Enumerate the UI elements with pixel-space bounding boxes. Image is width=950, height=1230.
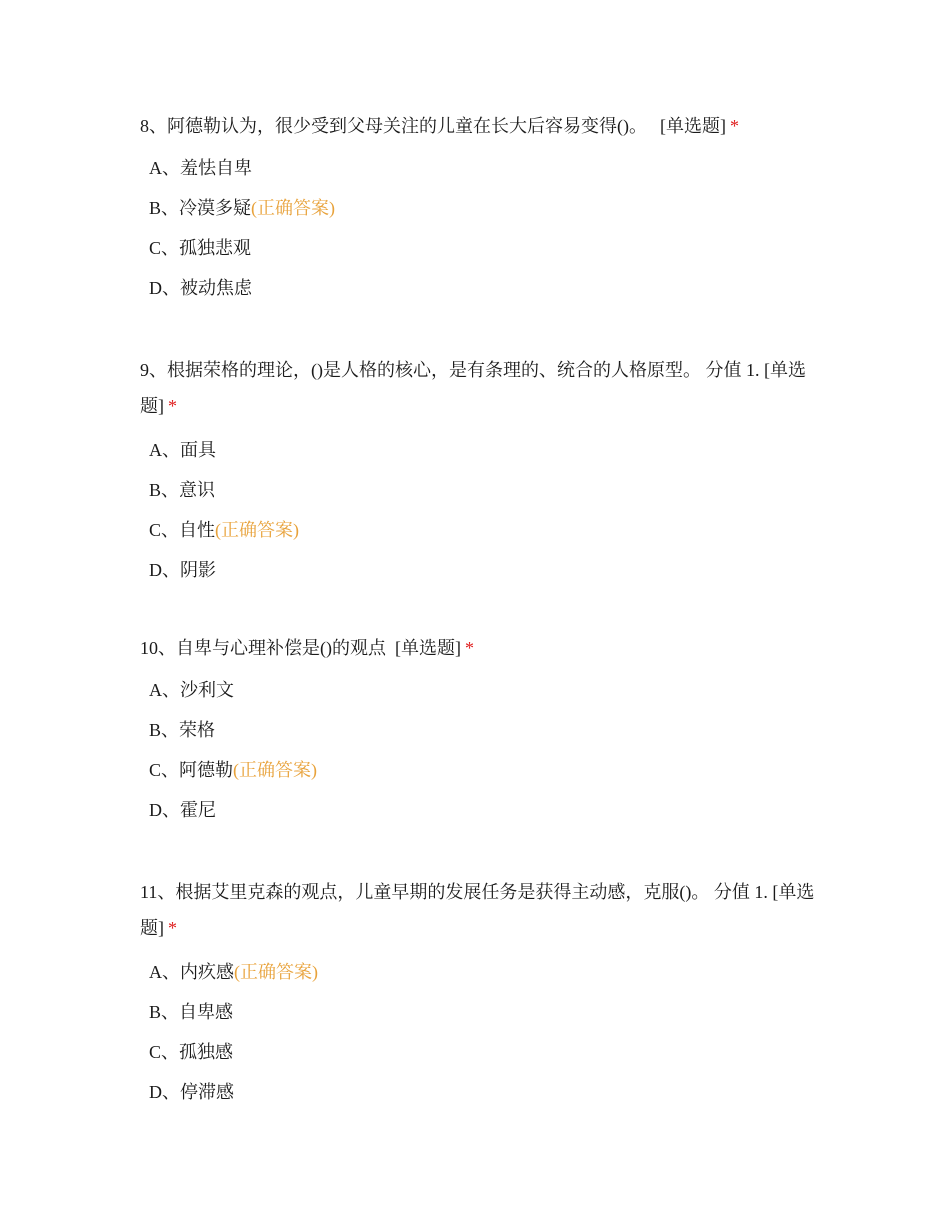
option-text: 面具 xyxy=(180,440,216,460)
option-text: 阴影 xyxy=(180,560,216,580)
option-d[interactable] xyxy=(140,1072,820,1112)
question-type-tag: [单选题] xyxy=(395,638,461,658)
option-c[interactable] xyxy=(140,510,820,550)
question-title xyxy=(140,632,820,664)
option-d[interactable] xyxy=(140,268,820,308)
option-d[interactable] xyxy=(140,550,820,590)
question-text: 阿德勒认为，很少受到父母关注的儿童在长大后容易变得()。 xyxy=(167,116,647,136)
required-mark: * xyxy=(168,396,177,416)
question-title xyxy=(140,874,820,946)
option-text: 阿德勒 xyxy=(179,760,234,780)
option-list xyxy=(140,430,820,590)
option-c[interactable] xyxy=(140,750,820,790)
option-letter: A、 xyxy=(149,440,180,460)
option-letter: B、 xyxy=(149,480,180,500)
option-text: 孤独感 xyxy=(179,1042,234,1062)
question-type-tag: [单选题] xyxy=(140,360,806,416)
option-text: 自性 xyxy=(179,520,216,540)
option-list xyxy=(140,670,820,830)
option-letter: A、 xyxy=(149,680,180,700)
option-list xyxy=(140,952,820,1112)
required-mark: * xyxy=(465,638,474,658)
correct-answer-label: (正确答案) xyxy=(251,198,336,218)
option-letter: C、 xyxy=(149,1042,180,1062)
option-text: 孤独悲观 xyxy=(179,238,252,258)
option-letter: B、 xyxy=(149,720,180,740)
option-b[interactable] xyxy=(140,710,820,750)
question-number: 11、 xyxy=(140,882,176,902)
question-title xyxy=(140,110,820,142)
option-d[interactable] xyxy=(140,790,820,830)
option-letter: B、 xyxy=(149,1002,180,1022)
option-text: 被动焦虑 xyxy=(180,278,252,298)
option-letter: D、 xyxy=(149,278,180,298)
question-type-tag: [单选题] xyxy=(140,882,815,938)
question-number: 8、 xyxy=(140,116,167,136)
required-mark: * xyxy=(730,116,739,136)
question-number: 9、 xyxy=(140,360,167,380)
question-title xyxy=(140,352,820,424)
option-letter: A、 xyxy=(149,962,180,982)
option-text: 冷漠多疑 xyxy=(179,198,252,218)
question-text: 根据艾里克森的观点，儿童早期的发展任务是获得主动感，克服()。 分值 1. xyxy=(175,882,768,902)
option-text: 意识 xyxy=(179,480,216,500)
option-letter: A、 xyxy=(149,158,180,178)
correct-answer-label: (正确答案) xyxy=(233,760,318,780)
option-letter: B、 xyxy=(149,198,180,218)
option-text: 沙利文 xyxy=(180,680,234,700)
option-letter: D、 xyxy=(149,1082,180,1102)
question-text: 根据荣格的理论，()是人格的核心，是有条理的、统合的人格原型。 分值 1. xyxy=(167,360,760,380)
question-9 xyxy=(140,352,820,590)
option-a[interactable] xyxy=(140,430,820,470)
option-text: 自卑感 xyxy=(179,1002,234,1022)
option-text: 霍尼 xyxy=(180,800,216,820)
question-10 xyxy=(140,632,820,830)
option-c[interactable] xyxy=(140,1032,820,1072)
option-letter: C、 xyxy=(149,520,180,540)
option-list xyxy=(140,148,820,308)
option-b[interactable] xyxy=(140,470,820,510)
option-c[interactable] xyxy=(140,228,820,268)
correct-answer-label: (正确答案) xyxy=(215,520,300,540)
option-b[interactable] xyxy=(140,992,820,1032)
question-8 xyxy=(140,110,820,308)
option-letter: C、 xyxy=(149,238,180,258)
correct-answer-label: (正确答案) xyxy=(234,962,318,982)
question-11 xyxy=(140,874,820,1112)
option-letter: C、 xyxy=(149,760,180,780)
option-text: 荣格 xyxy=(179,720,216,740)
question-number: 10、 xyxy=(140,638,176,658)
option-b[interactable] xyxy=(140,188,820,228)
question-text: 自卑与心理补偿是()的观点 xyxy=(176,638,386,658)
option-a[interactable] xyxy=(140,952,820,992)
option-a[interactable] xyxy=(140,670,820,710)
option-text: 停滞感 xyxy=(180,1082,234,1102)
option-letter: D、 xyxy=(149,560,180,580)
question-type-tag: [单选题] xyxy=(660,116,726,136)
required-mark: * xyxy=(168,918,177,938)
option-a[interactable] xyxy=(140,148,820,188)
option-text: 羞怯自卑 xyxy=(180,158,252,178)
option-letter: D、 xyxy=(149,800,180,820)
option-text: 内疚感 xyxy=(180,962,234,982)
